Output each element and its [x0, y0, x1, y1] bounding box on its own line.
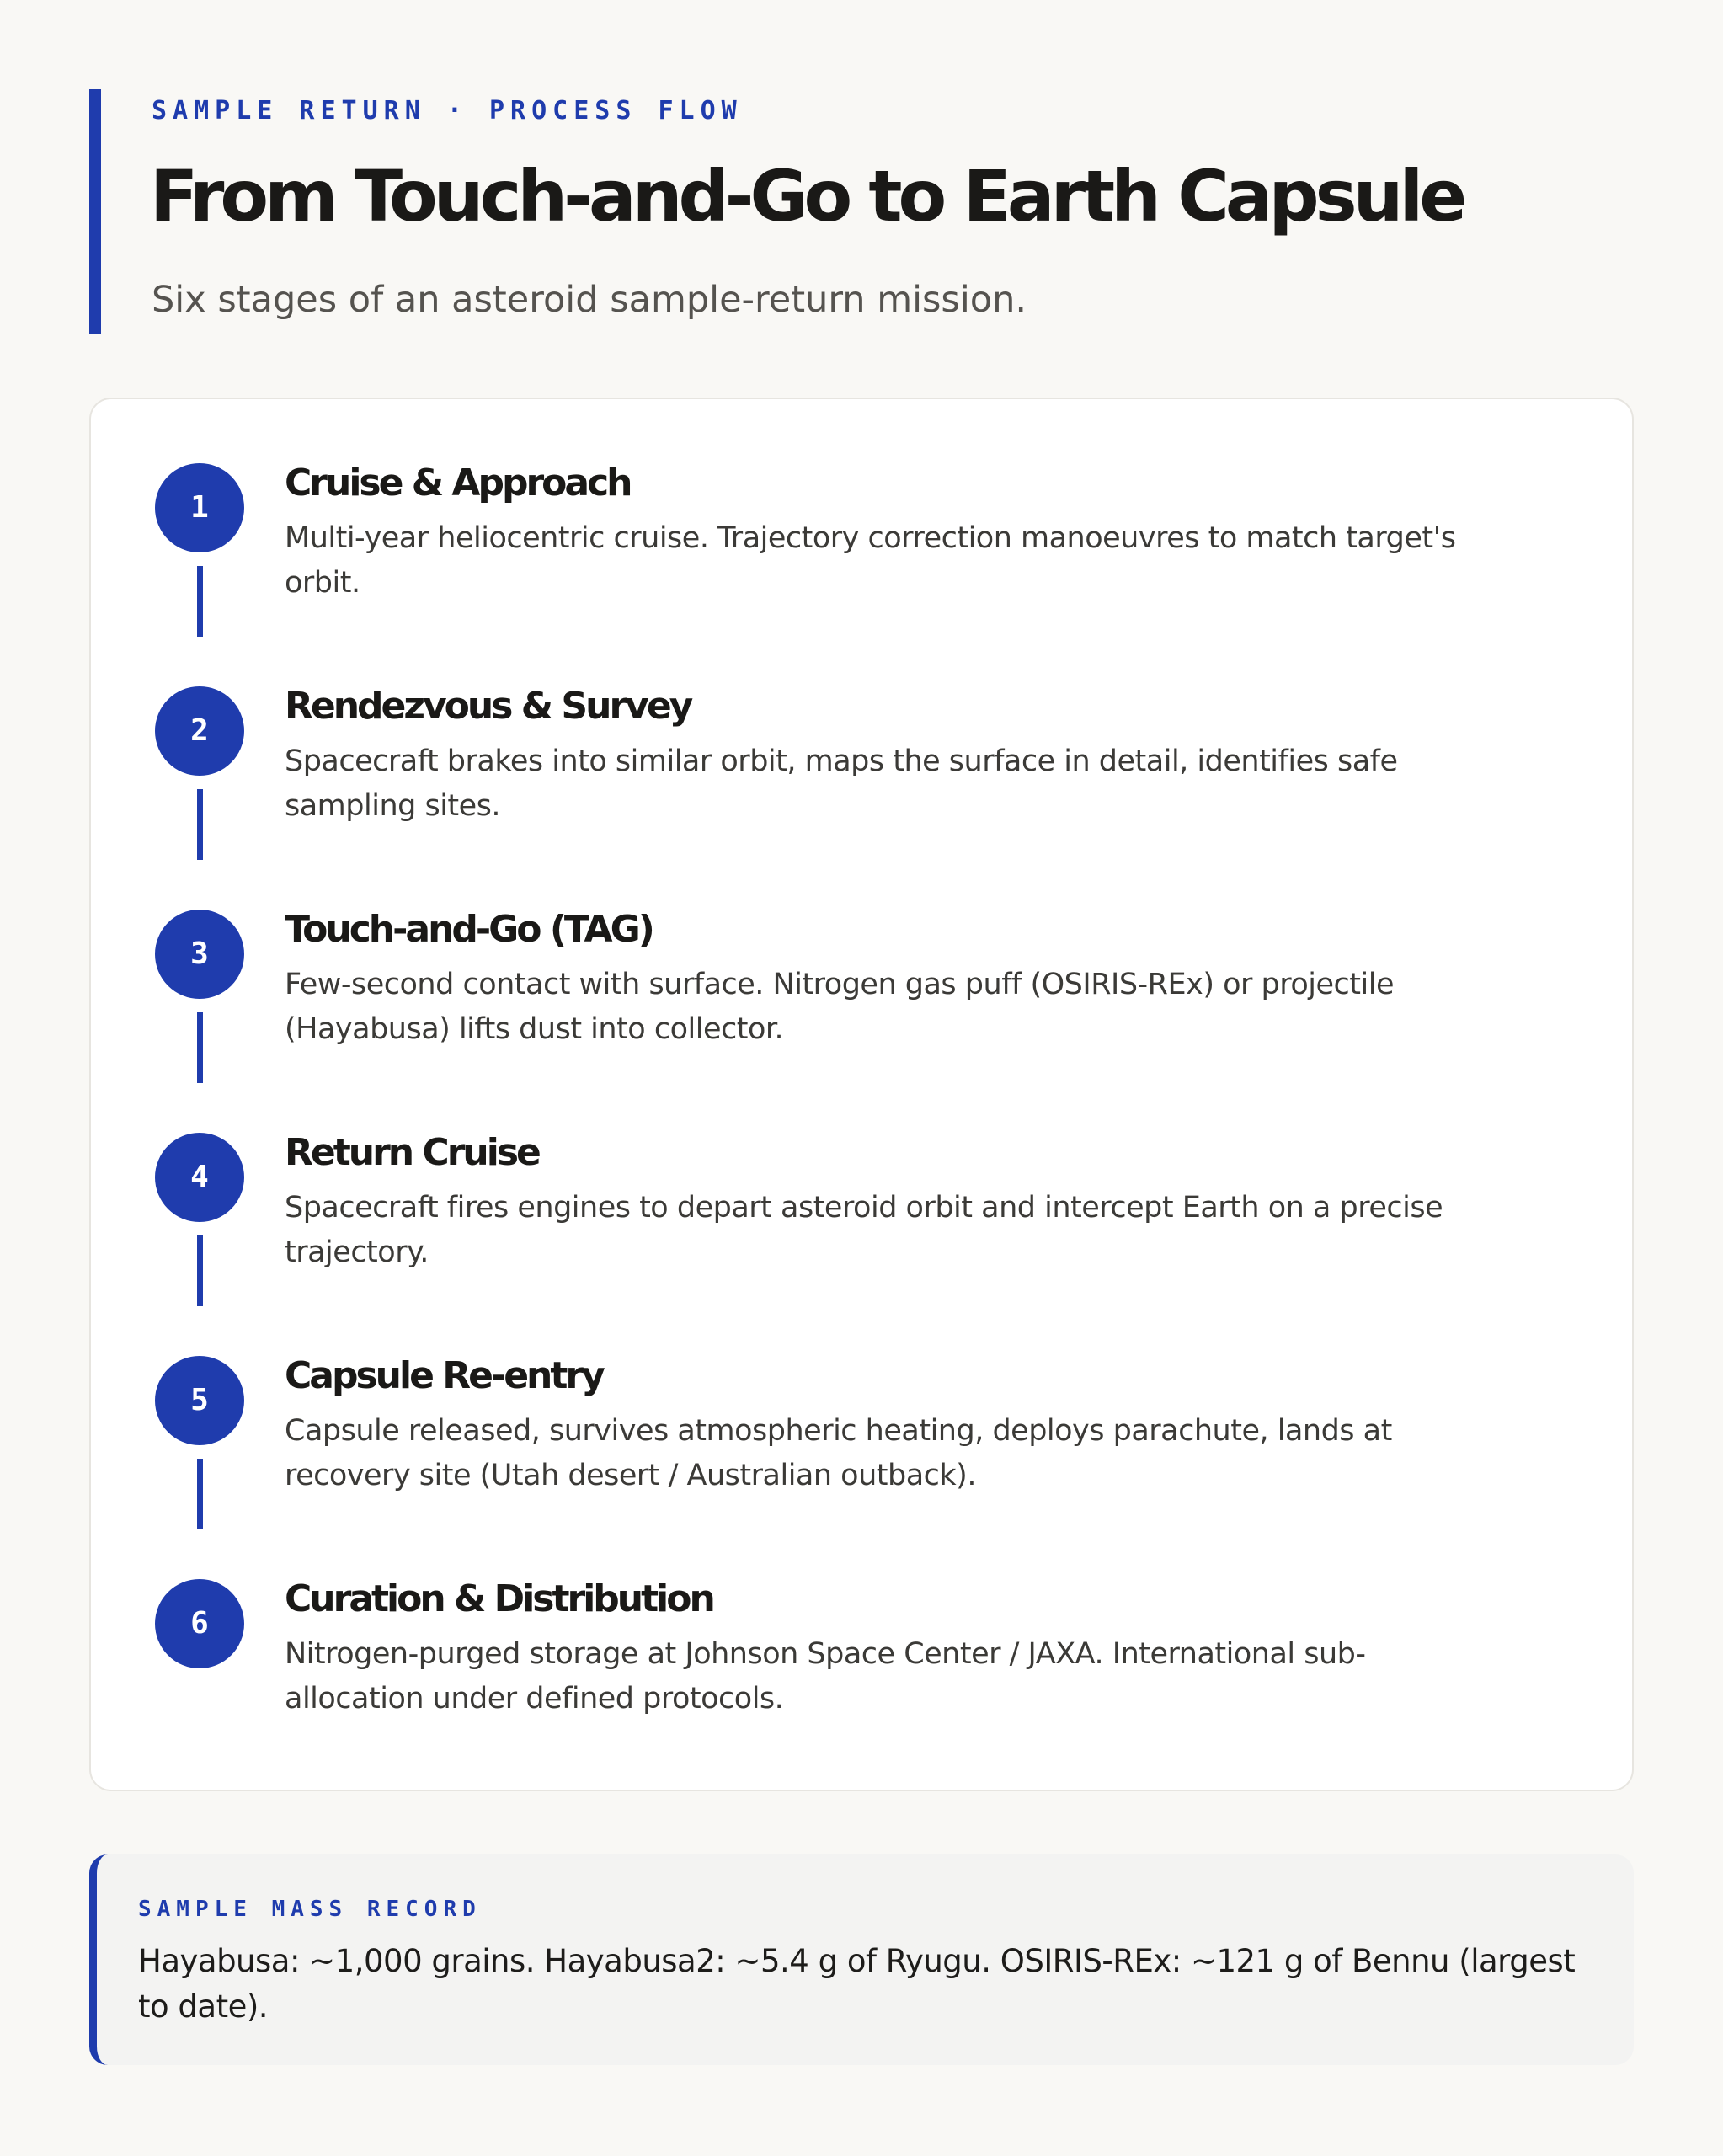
- process-step: [155, 1515, 1587, 1738]
- process-step: [155, 399, 1587, 622]
- step-title: Cruise & Approach: [285, 462, 631, 504]
- step-description: Multi-year heliocentric cruise. Trajectory correction manoeuvres to match target's orbit.: [285, 521, 1456, 600]
- process-step: [155, 622, 1587, 846]
- step-description: Spacecraft fires engines to depart asteroid orbit and intercept Earth on a precise trajectory.: [285, 1191, 1443, 1269]
- callout-label: SAMPLE MASS RECORD: [138, 1897, 482, 1922]
- step-number-badge: 6: [155, 1579, 244, 1668]
- step-title: Return Cruise: [285, 1131, 539, 1174]
- step-number-badge: 3: [155, 910, 244, 999]
- step-description: Capsule released, survives atmospheric heating, deploys parachute, lands at recovery site (Utah desert / Australian outback).: [285, 1414, 1392, 1492]
- page-title: From Touch-and-Go to Earth Capsule: [150, 155, 1464, 237]
- callout-text: Hayabusa: ~1,000 grains. Hayabusa2: ~5.4 g of Ryugu. OSIRIS-REx: ~121 g of Bennu (largest to date).: [138, 1943, 1576, 2025]
- step-description: Spacecraft brakes into similar orbit, maps the surface in detail, identifies safe sampling sites.: [285, 744, 1398, 823]
- step-title: Rendezvous & Survey: [285, 685, 691, 728]
- eyebrow: SAMPLE RETURN · PROCESS FLOW: [152, 96, 743, 125]
- step-number-badge: 5: [155, 1356, 244, 1445]
- process-step: [155, 846, 1587, 1069]
- process-step: [155, 1069, 1587, 1292]
- page-subtitle: Six stages of an asteroid sample-return mission.: [152, 279, 1027, 321]
- process-step: [155, 1292, 1587, 1515]
- step-number-badge: 1: [155, 463, 244, 552]
- header: [89, 89, 1639, 334]
- step-title: Curation & Distribution: [285, 1577, 713, 1620]
- step-description: Few-second contact with surface. Nitrogen gas puff (OSIRIS-REx) or projectile (Hayabusa) lifts dust into collector.: [285, 968, 1394, 1046]
- step-title: Touch-and-Go (TAG): [285, 908, 653, 951]
- process-flow-card: [89, 398, 1634, 1791]
- step-title: Capsule Re-entry: [285, 1354, 603, 1397]
- step-description: Nitrogen-purged storage at Johnson Space Center / JAXA. International sub-allocation under defined protocols.: [285, 1637, 1366, 1716]
- step-number-badge: 2: [155, 686, 244, 776]
- sample-mass-callout: [89, 1854, 1634, 2065]
- step-number-badge: 4: [155, 1133, 244, 1222]
